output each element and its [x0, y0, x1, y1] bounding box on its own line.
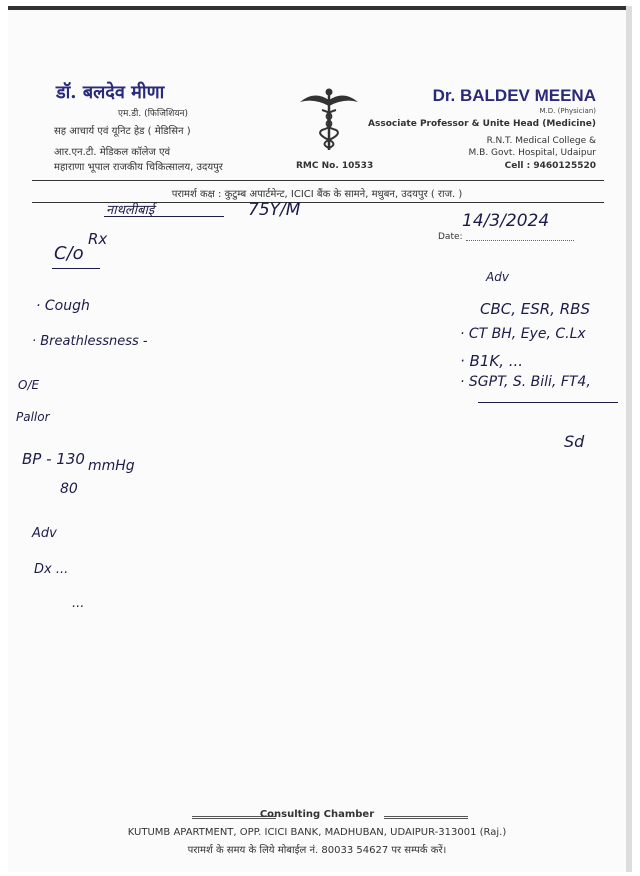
hindi-doctor-name: डॉ. बलदेव मीणा [56, 82, 165, 103]
footer-mobile: परामर्श के समय के लिये मोबाईल नं. 80033 54627 पर सम्पर्क करें। [187, 845, 447, 856]
top-border [8, 6, 626, 10]
hw-age-sex: 75Y/M [248, 200, 301, 220]
hindi-hospital: महाराणा भूपाल राजकीय चिकित्सालय, उदयपुर [54, 162, 223, 173]
date-label: Date: [438, 232, 463, 242]
hw-bp-diastolic: 80 [60, 481, 78, 497]
hw-rx: Rx [88, 230, 108, 248]
header-rule-top [32, 180, 604, 181]
hindi-college: आर.एन.टी. मेडिकल कॉलेज एवं [54, 147, 171, 158]
rmc-number: RMC No. 10533 [296, 161, 374, 171]
hw-test-line4: · SGPT, S. Bili, FT4, [460, 374, 591, 390]
hw-test-line2: · CT BH, Eye, C.Lx [460, 326, 586, 342]
hw-oe: O/E [18, 378, 40, 392]
hw-bp-unit: mmHg [88, 458, 135, 474]
english-designation: Associate Professor & Unite Head (Medicine) [368, 119, 596, 129]
hw-dx: Dx ... [34, 562, 69, 577]
footer-title: Consulting Chamber [259, 809, 375, 820]
prescription-page [8, 6, 632, 872]
hw-test-line1: CBC, ESR, RBS [480, 300, 590, 318]
caduceus-logo-icon [298, 86, 360, 152]
english-hospital: M.B. Govt. Hospital, Udaipur [468, 148, 596, 158]
date-dotted-line [466, 240, 574, 241]
hw-breathlessness: · Breathlessness - [32, 334, 148, 349]
hw-tests-underline [478, 402, 618, 403]
hw-test-line3: · B1K, ... [460, 352, 524, 370]
hw-advice: Adv [32, 526, 57, 541]
hindi-designation: सह आचार्य एवं यूनिट हेड ( मेडिसिन ) [54, 126, 191, 137]
hw-cough: · Cough [36, 298, 90, 314]
hw-date: 14/3/2024 [462, 211, 550, 231]
hw-dx-continued: ... [72, 596, 85, 611]
footer-address: KUTUMB APARTMENT, OPP. ICICI BANK, MADHUBAN, UDAIPUR-313001 (Raj.) [127, 827, 507, 838]
hindi-degree: एम.डी. (फिजिशियन) [118, 109, 189, 119]
hw-pallor: Pallor [16, 410, 50, 424]
hw-co-underline [52, 268, 100, 269]
hw-signature: Sd [564, 432, 585, 451]
hw-patient-name: नाथलीबाई [106, 203, 155, 218]
english-college: R.N.T. Medical College & [486, 136, 596, 146]
consultation-address: परामर्श कक्ष : कुटुम्ब अपार्टमेन्ट, ICICI बैंक के सामने, मधुबन, उदयपुर ( राज. ) [171, 189, 463, 200]
cell-number: Cell : 9460125520 [504, 161, 596, 171]
hw-complaint: C/o [54, 243, 84, 264]
hw-tests-heading: Adv [486, 270, 509, 284]
english-doctor-name: Dr. BALDEV MEENA [432, 86, 596, 105]
english-degree: M.D. (Physician) [539, 107, 596, 115]
hw-bp: BP - 130 [22, 450, 85, 468]
hw-name-underline [104, 216, 224, 217]
